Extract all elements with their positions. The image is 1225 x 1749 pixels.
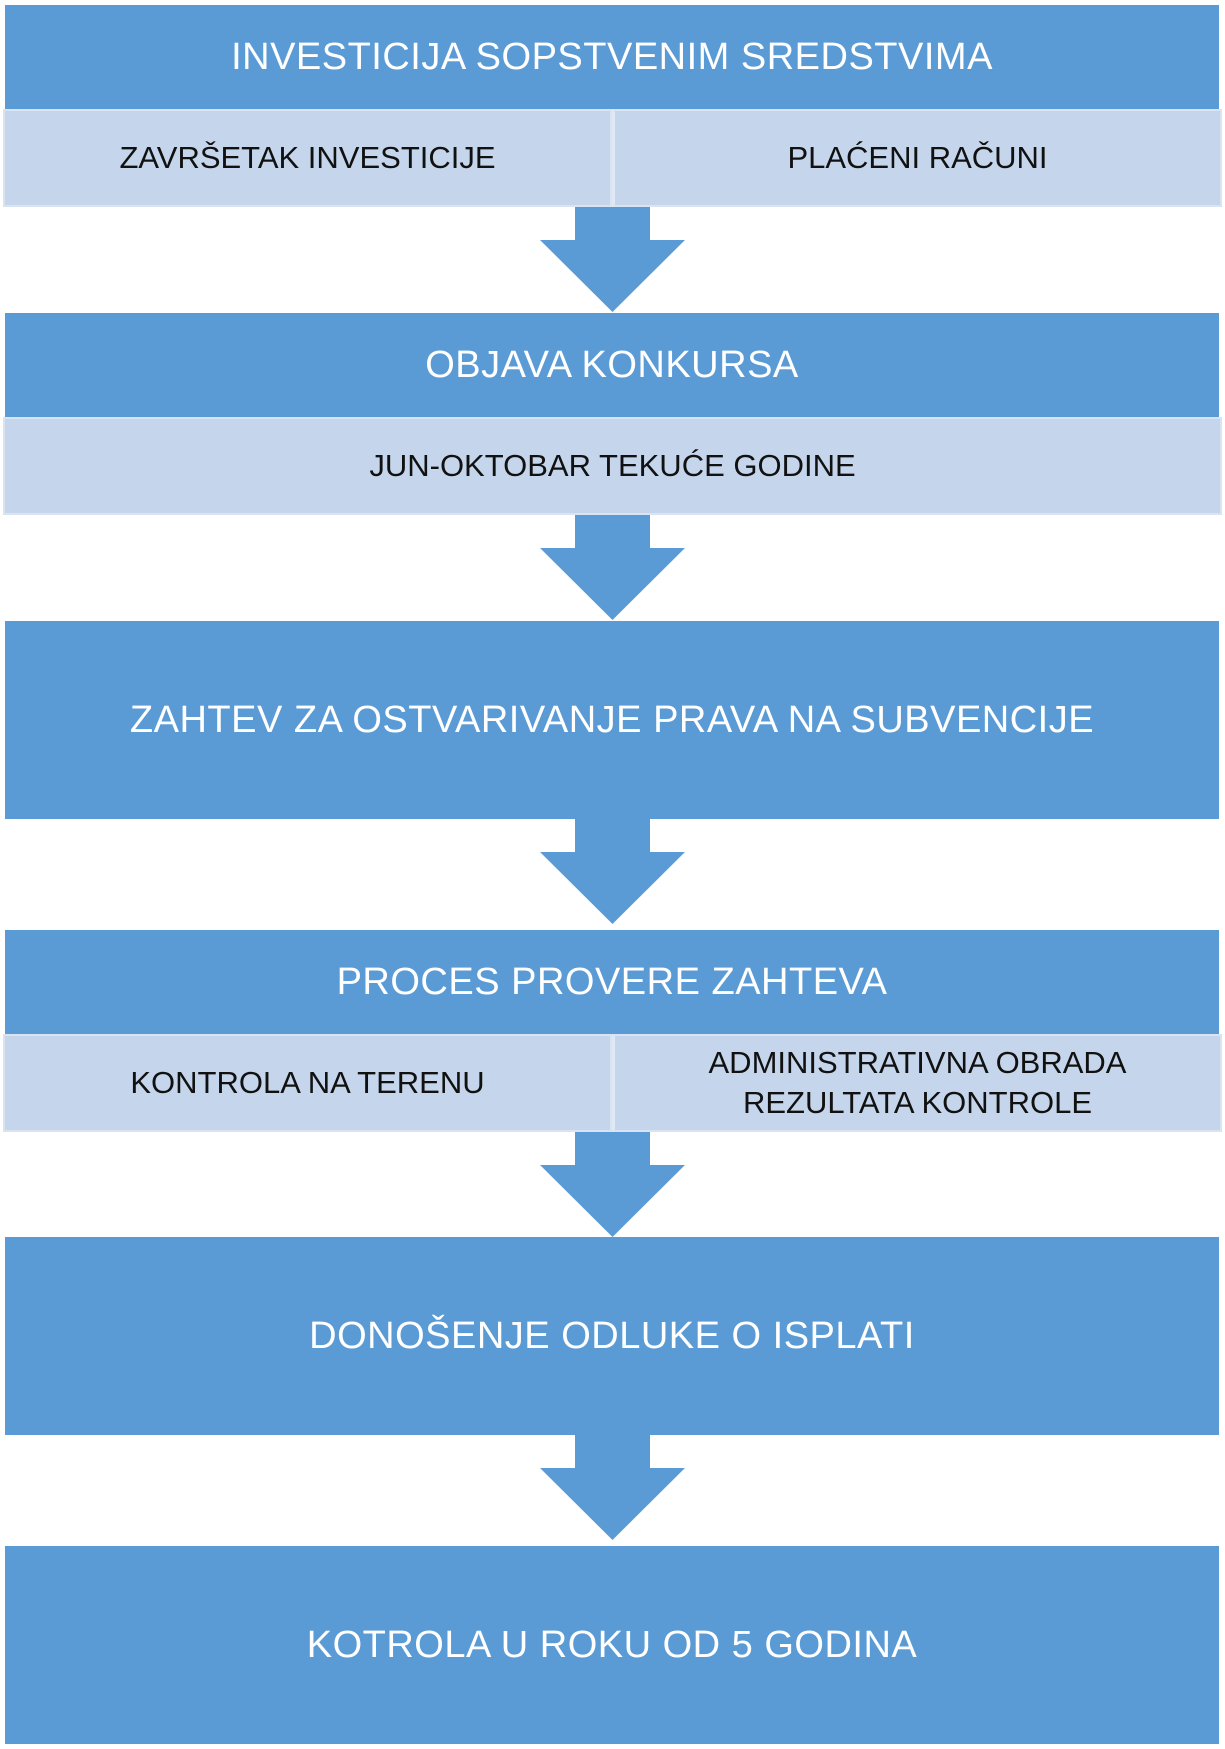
step-6-title: KOTROLA U ROKU OD 5 GODINA [306,1623,918,1666]
step-1-details [3,109,1222,207]
step-2-detail-1: JUN-OKTOBAR TEKUĆE GODINE [3,417,1222,515]
down-arrow-icon [540,515,685,625]
step-2-block [5,313,1219,417]
step-4-block [5,930,1219,1034]
down-arrow-icon [540,819,685,929]
step-4-details [3,1034,1222,1132]
step-3-title: ZAHTEV ZA OSTVARIVANJE PRAVA NA SUBVENCIJE [129,698,1095,741]
step-4-detail-2: ADMINISTRATIVNA OBRADA REZULTATA KONTROLE [612,1034,1222,1132]
down-arrow-icon [540,207,685,317]
step-2-details [3,417,1222,515]
step-6-block [5,1546,1219,1744]
step-3-block [5,621,1219,819]
step-5-block [5,1237,1219,1435]
down-arrow-icon [540,1435,685,1545]
step-4-title: PROCES PROVERE ZAHTEVA [336,960,888,1003]
step-1-detail-2: PLAĆENI RAČUNI [612,109,1222,207]
step-1-detail-1: ZAVRŠETAK INVESTICIJE [3,109,612,207]
step-5-title: DONOŠENJE ODLUKE O ISPLATI [309,1314,915,1357]
step-4-detail-1: KONTROLA NA TERENU [3,1034,612,1132]
down-arrow-icon [540,1132,685,1242]
step-1-block [5,5,1219,109]
step-1-title: INVESTICIJA SOPSTVENIM SREDSTVIMA [231,35,993,78]
step-2-title: OBJAVA KONKURSA [425,343,799,386]
